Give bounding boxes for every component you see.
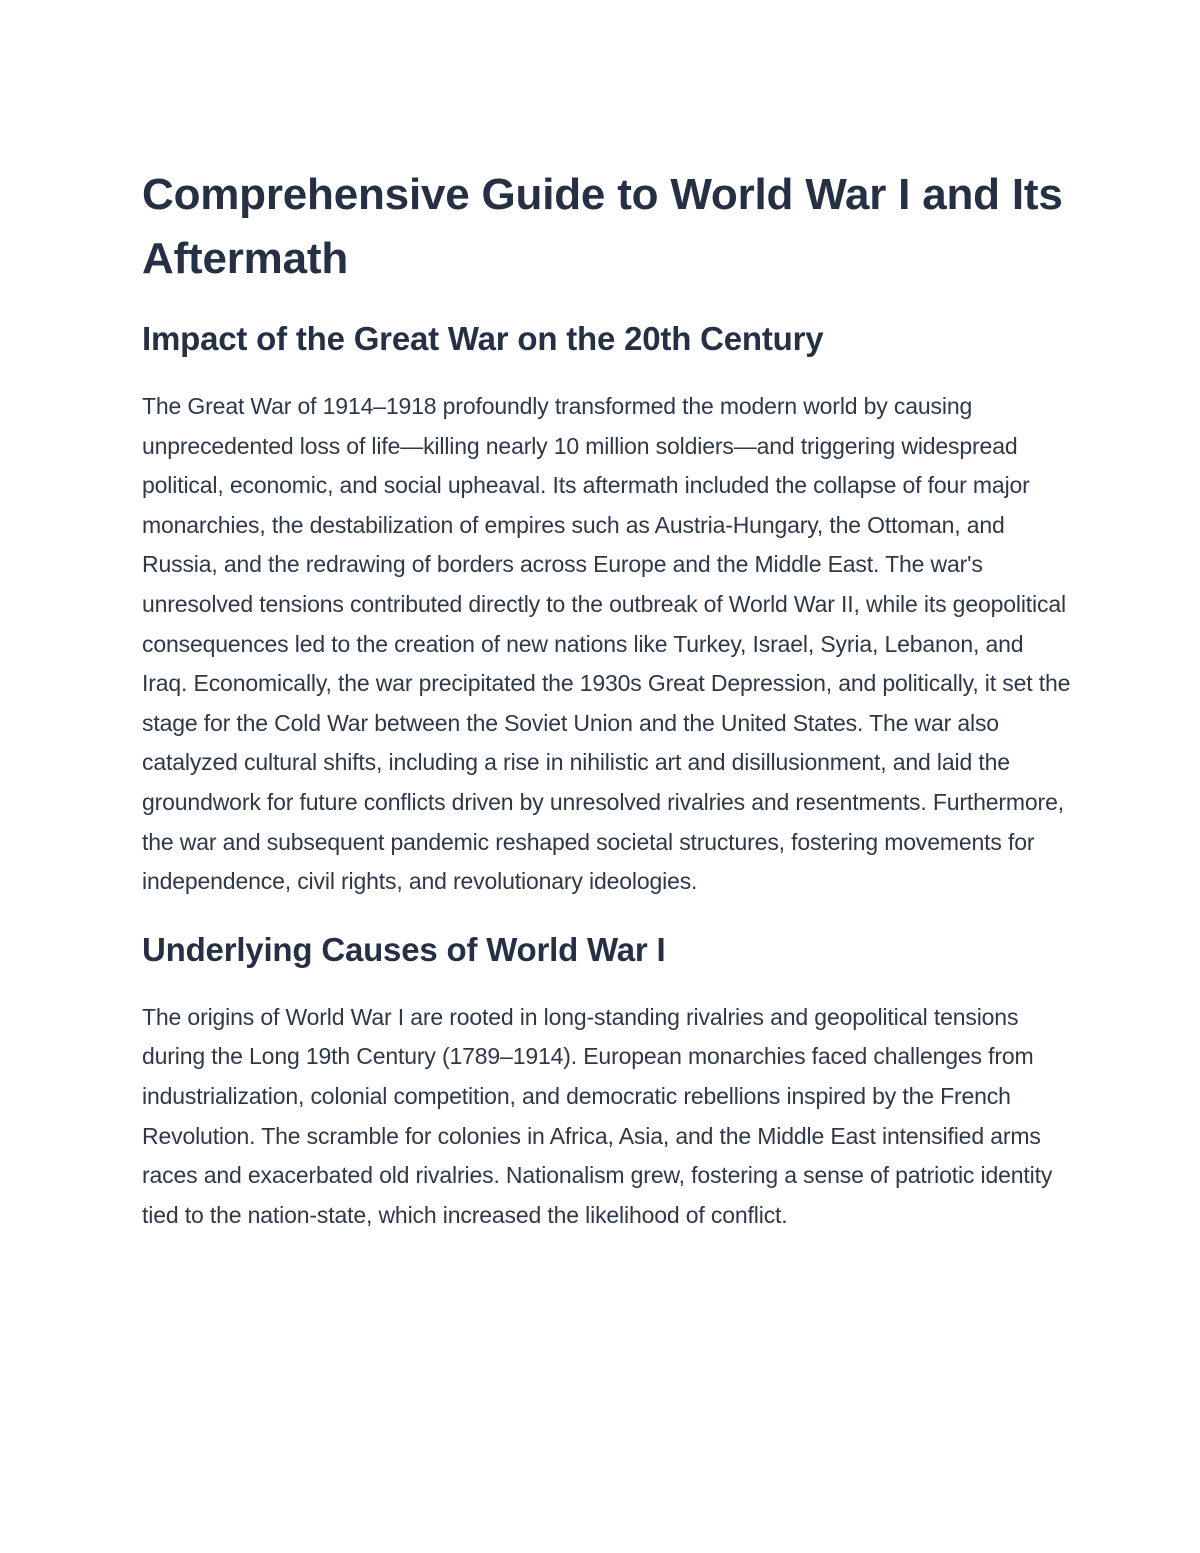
- document-page: [142, 163, 1072, 1235]
- document-title: Comprehensive Guide to World War I and Its Aftermath: [142, 170, 1063, 283]
- section-heading-causes: Underlying Causes of World War I: [142, 930, 666, 968]
- section-body-causes: The origins of World War I are rooted in long-standing rivalries and geopolitical tensions during the Long 19th Century (1789–1914). European monarchies faced challenges from industrialization, colonial competition, and democratic rebellions inspired by the French Revolution. The scramble for colonies in Africa, Asia, and the Middle East intensified arms races and exacerbated old rivalries. Nationalism grew, fostering a sense of patriotic identity tied to the nation-state, which increased the likelihood of conflict.: [142, 1003, 1053, 1228]
- section-body-impact: The Great War of 1914–1918 profoundly transformed the modern world by causing unprecedented loss of life—killing nearly 10 million soldiers—and triggering widespread political, economic, and social upheaval. Its aftermath included the collapse of four major monarchies, the destabilization of empires such as Austria-Hungary, the Ottoman, and Russia, and the redrawing of borders across Europe and the Middle East. The war's unresolved tensions contributed directly to the outbreak of World War II, while its geopolitical consequences led to the creation of new nations like Turkey, Israel, Syria, Lebanon, and Iraq. Economically, the war precipitated the 1930s Great Depression, and politically, it set the stage for the Cold War between the Soviet Union and the United States. The war also catalyzed cultural shifts, including a rise in nihilistic art and disillusionment, and laid the groundwork for future conflicts driven by unresolved rivalries and resentments. Furthermore, the war and subsequent pandemic reshaped societal structures, fostering movements for independence, civil rights, and revolutionary ideologies.: [142, 393, 1071, 895]
- section-heading-impact: Impact of the Great War on the 20th Century: [142, 320, 824, 357]
